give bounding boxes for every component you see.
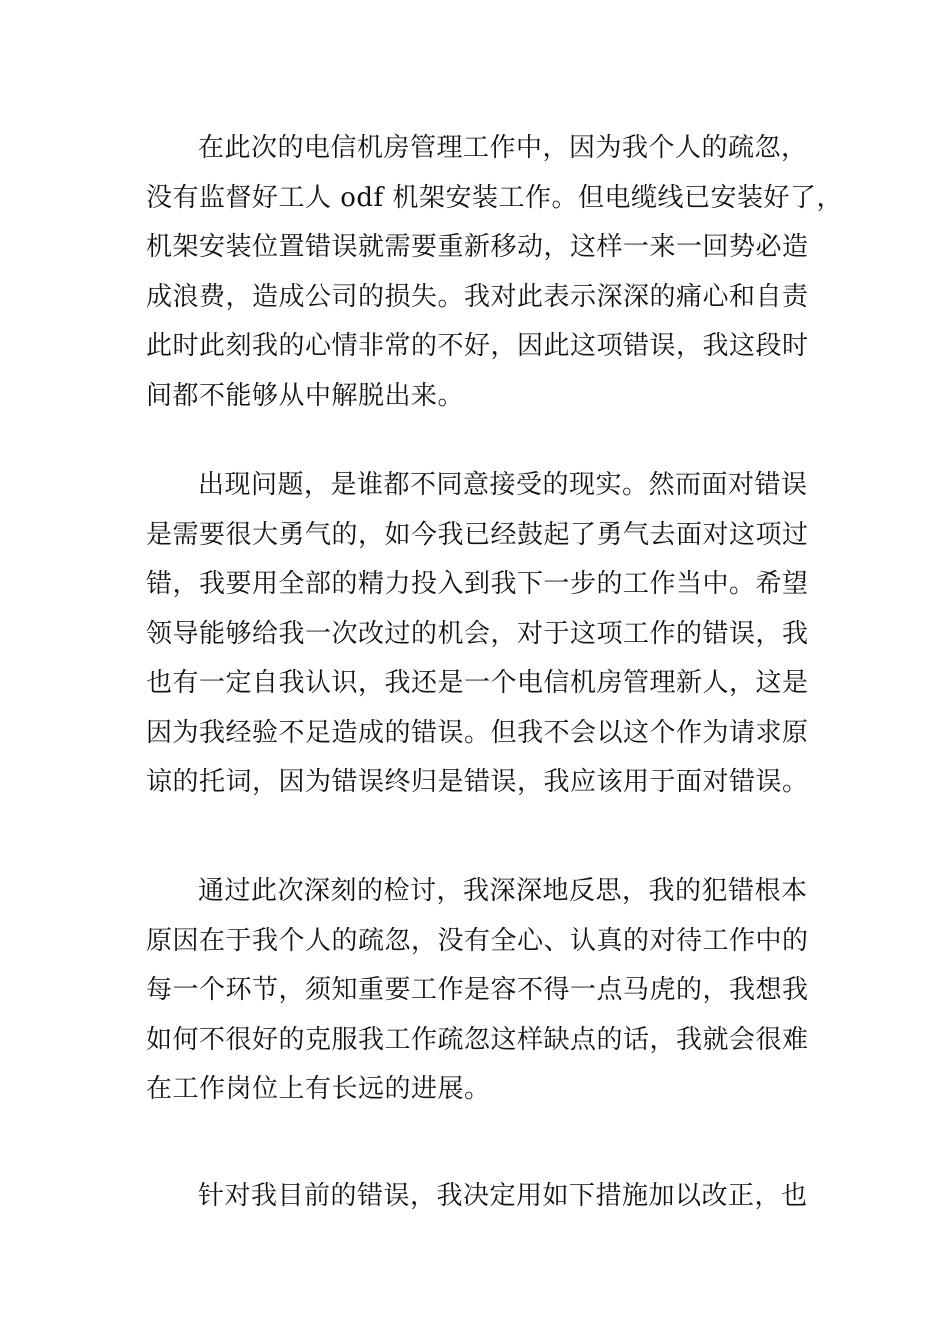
paragraph-line: 成浪费，造成公司的损失。我对此表示深深的痛心和自责	[146, 281, 809, 312]
paragraph-4	[146, 1172, 808, 1222]
paragraph-line: 因为我经验不足造成的错误。但我不会以这个作为请求原	[146, 717, 809, 748]
paragraph-line: 也有一定自我认识，我还是一个电信机房管理新人，这是	[146, 668, 809, 698]
paragraph-line: 在工作岗位上有长远的进展。	[146, 1074, 491, 1104]
paragraph-line: 间都不能够从中解脱出来。	[146, 380, 465, 411]
paragraph-line: 出现问题，是谁都不同意接受的现实。然而面对错误	[198, 470, 808, 500]
paragraph-line: 错，我要用全部的精力投入到我下一步的工作当中。希望	[146, 569, 809, 599]
paragraph-line: 机架安装位置错误就需要重新移动，这样一来一回势必造	[146, 232, 809, 262]
paragraph-line: 在此次的电信机房管理工作中，因为我个人的疏忽，	[198, 133, 808, 163]
paragraph-line: 原因在于我个人的疏忽，没有全心、认真的对待工作中的	[146, 925, 809, 956]
paragraph-line: 没有监督好工人 odf 机架安装工作。但电缆线已安装好了，	[146, 182, 843, 213]
paragraph-line: 通过此次深刻的检讨，我深深地反思，我的犯错根本	[198, 876, 808, 906]
paragraph-line: 如何不很好的克服我工作疏忽这样缺点的话，我就会很难	[146, 1024, 809, 1055]
paragraph-2	[146, 461, 808, 808]
paragraph-3	[146, 867, 808, 1115]
paragraph-1	[146, 124, 843, 421]
paragraph-line: 此时此刻我的心情非常的不好，因此这项错误，我这段时	[146, 331, 809, 361]
paragraph-line: 针对我目前的错误，我决定用如下措施加以改正，也	[198, 1181, 808, 1211]
paragraph-line: 每一个环节，须知重要工作是容不得一点马虎的，我想我	[146, 975, 809, 1005]
paragraph-line: 谅的托词，因为错误终归是错误，我应该用于面对错误。	[146, 767, 809, 797]
paragraph-line: 领导能够给我一次改过的机会，对于这项工作的错误，我	[146, 618, 809, 649]
paragraph-line: 是需要很大勇气的，如今我已经鼓起了勇气去面对这项过	[146, 519, 809, 550]
